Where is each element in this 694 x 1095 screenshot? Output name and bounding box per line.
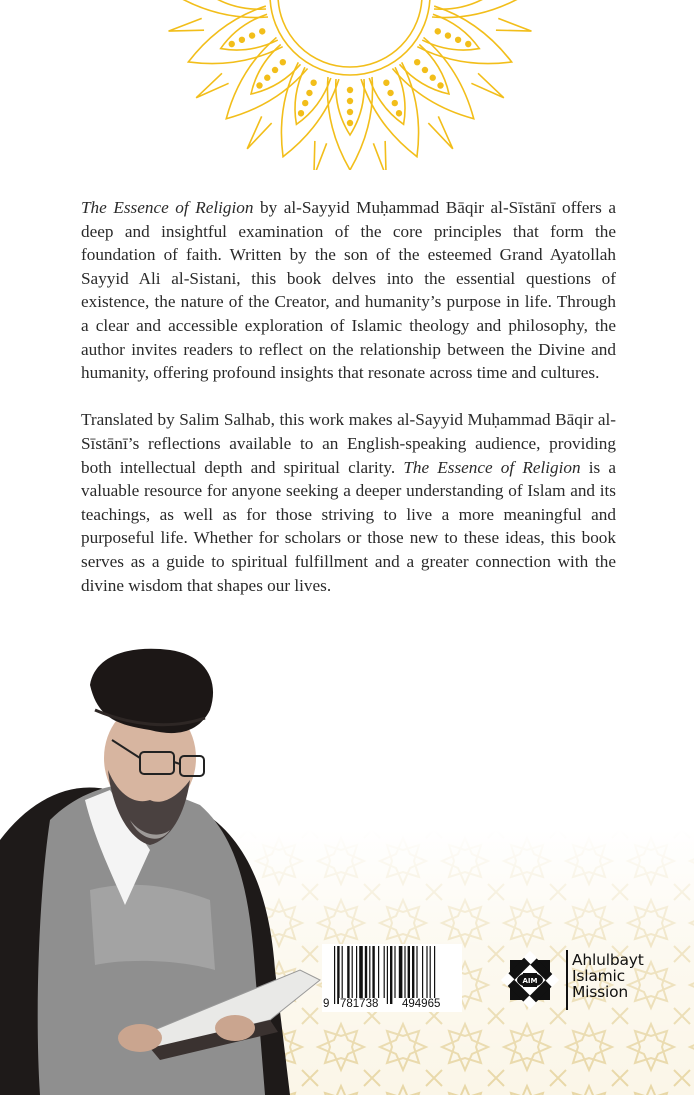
publisher-name xyxy=(572,952,644,1000)
aim-star-emblem-icon xyxy=(500,950,560,1010)
barcode-bar xyxy=(337,946,339,1004)
mandala-dot xyxy=(413,58,422,67)
mandala-spike xyxy=(193,73,229,102)
mandala-dot xyxy=(305,89,313,97)
logo-divider xyxy=(566,950,568,1010)
publisher-name-line-2: Islamic xyxy=(572,967,625,985)
mandala-inner-petal xyxy=(422,14,485,62)
mandala-dot xyxy=(382,79,390,87)
mandala-spike xyxy=(242,116,271,152)
barcode-bar xyxy=(422,946,423,998)
barcode-bar xyxy=(384,946,385,998)
barcode-bar xyxy=(369,946,370,998)
mandala-dot xyxy=(271,65,280,74)
mandala-dot xyxy=(386,89,394,97)
mandala-dot xyxy=(263,73,272,82)
mandala-ornament xyxy=(130,0,570,170)
mandala-dot xyxy=(228,40,236,48)
publisher-logo xyxy=(500,948,670,1010)
description-paragraph-1 xyxy=(81,196,616,385)
barcode-bar xyxy=(412,946,414,998)
barcode-bar xyxy=(390,946,392,1004)
barcode-bar xyxy=(404,946,405,998)
isbn-barcode xyxy=(322,944,462,1012)
mandala-spike xyxy=(308,141,327,170)
barcode-bar xyxy=(408,946,410,998)
mandala-dot xyxy=(347,109,353,115)
barcode-bar xyxy=(356,946,357,998)
mandala-dot xyxy=(434,27,442,35)
mandala-dot xyxy=(309,79,317,87)
mandala-dot xyxy=(238,36,246,44)
mandala-dot xyxy=(258,27,266,35)
book-title-italic: The Essence of Religion xyxy=(81,198,254,217)
barcode-bar xyxy=(430,946,431,998)
mandala-dot xyxy=(347,120,353,126)
mandala-inner-petal xyxy=(399,44,459,104)
mandala-inner-petal xyxy=(369,67,417,130)
description-text: Translated by Salim Salhab, this work makes al-Sayyid Muḥammad Bāqir al-Sīstānī’s reflections available to an English-speaking audience, providing both intellectual depth and spiritual clarity. xyxy=(81,410,616,477)
barcode-bar xyxy=(372,946,374,998)
mandala-dot xyxy=(428,73,437,82)
mandala-inner-petal xyxy=(283,67,331,130)
barcode-bar xyxy=(347,946,349,998)
publisher-name-line-1: Ahlulbayt xyxy=(572,951,644,969)
mandala-dot xyxy=(297,109,305,117)
barcode-bar xyxy=(434,946,435,1004)
barcode-bar xyxy=(416,946,417,998)
mandala-ring xyxy=(270,0,430,75)
mandala-dot xyxy=(347,87,353,93)
hand-right xyxy=(215,1015,255,1041)
mandala-dot xyxy=(436,81,445,90)
barcode-bar xyxy=(378,946,379,998)
barcode-bar xyxy=(352,946,353,998)
author-portrait xyxy=(0,640,340,1095)
barcode-bar xyxy=(359,946,363,998)
mandala-spike xyxy=(471,73,507,102)
mandala-inner-petal xyxy=(210,0,266,9)
mandala-dot xyxy=(444,31,452,39)
mandala-dot xyxy=(248,31,256,39)
mandala-dot xyxy=(278,58,287,67)
isbn-left-group: 781738 xyxy=(340,998,379,1010)
mandala-spike xyxy=(428,116,457,152)
mandala-dot xyxy=(301,99,309,107)
isbn-first-digit: 9 xyxy=(323,998,330,1010)
barcode-bar xyxy=(399,946,403,998)
mandala-dot xyxy=(255,81,264,90)
mandala-dot xyxy=(420,65,429,74)
publisher-name-line-3: Mission xyxy=(572,983,629,1001)
barcode-bar xyxy=(342,946,343,998)
book-description xyxy=(81,196,616,621)
hand-left xyxy=(118,1024,162,1052)
barcode-bar xyxy=(365,946,367,998)
mandala-inner-petal xyxy=(434,0,490,9)
barcode-bar xyxy=(334,946,335,1004)
barcode-bar xyxy=(387,946,388,1004)
barcode-bar xyxy=(394,946,395,998)
mandala-inner-petal xyxy=(241,44,301,104)
mandala-dot xyxy=(454,36,462,44)
description-text: by al-Sayyid Muḥammad Bāqir al-Sīstānī offers a deep and insightful examination of the core principles that form the foundation of faith. Written by the son of the esteemed Grand Ayatollah Sayyid Ali al-Sistani, this book delves into the essential questions of existence, the nature of the Creator, and humanity’s purpose in life. Through a clear and accessible exploration of Islamic theology and philosophy, the author invites readers to reflect on the relationship between the Divine and humanity, offering profound insights that resonate across time and cultures. xyxy=(81,198,616,383)
mandala-spike xyxy=(167,18,204,37)
mandala-dot xyxy=(391,99,399,107)
mandala-dot xyxy=(347,98,353,104)
book-title-italic: The Essence of Religion xyxy=(403,457,581,477)
barcode-bar xyxy=(426,946,427,998)
description-text: is a valuable resource for anyone seeking a deeper understanding of Islam and its teachings, as well as for those striving to live a more meaningful and purposeful life. Whether for scholars or those new to these ideas, this book serves as a guide to spiritual fulfillment and a greater connection with the divine wisdom that shapes our lives. xyxy=(81,457,617,595)
emblem-text: AIM xyxy=(522,977,538,985)
isbn-right-group: 494965 xyxy=(402,998,441,1010)
robe-shade xyxy=(90,885,215,970)
mandala-spike xyxy=(496,18,533,37)
mandala-dot xyxy=(464,40,472,48)
mandala-spike xyxy=(373,141,392,170)
mandala-dot xyxy=(395,109,403,117)
description-paragraph-2 xyxy=(81,408,616,597)
mandala-inner-petal xyxy=(215,14,278,62)
